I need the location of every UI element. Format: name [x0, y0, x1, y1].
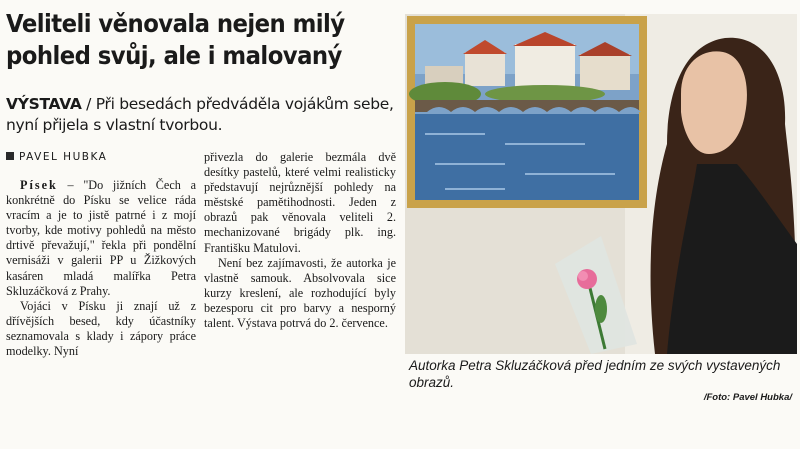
- photo-illustration: [405, 14, 797, 354]
- body-paragraph-2: Vojáci v Písku ji znají už z dřívějších besed, kdy účastníky seznamovala s klady i zápory práce modelky. Nyní: [6, 298, 196, 359]
- headline: [6, 8, 371, 72]
- lead-text: / Při besedách předváděla vojákům sebe, nyní přijela s vlastní tvorbou.: [6, 95, 394, 134]
- article-photo: [405, 14, 797, 354]
- body-paragraph-1: – "Do jižních Čech a konkrétně do Písku se velice ráda vracím a je to jistě patrné i z mojí tvorby, kde motivy pohledů na město drtivě převažují," řekla při pondělní vernisáži v galerii PP u Žižkových kasáren mladá malířka Petra Skluzáčková z Prahy.: [6, 178, 196, 298]
- body-paragraph-3: přivezla do galerie bezmála dvě desítky pastelů, které velmi realisticky představují nejrůznější pohledy na městské pamětihodnosti. Jeden z obrazů pak věnovala veliteli 2. mechanizované brigády plk. ing. Františku Matulovi.: [204, 150, 396, 255]
- photo-credit: /Foto: Pavel Hubka/: [703, 392, 792, 403]
- headline-line-1: Veliteli věnovala nejen milý: [6, 9, 345, 38]
- text-column-1: [6, 178, 196, 359]
- kicker: VÝSTAVA: [6, 95, 82, 113]
- text-column-2: [204, 150, 396, 331]
- photo-caption: Autorka Petra Skluzáčková před jedním ze svých vystavených obrazů.: [409, 358, 781, 390]
- headline-line-2: pohled svůj, ale i malovaný: [6, 41, 342, 70]
- body-paragraph-4: Není bez zajímavosti, že autorka je vlastně samouk. Absolvovala sice kurzy kreslení, ale rozhodující byly bezesporu cit pro barvy a nesporný talent. Výstava potrvá do 2. července.: [204, 255, 396, 331]
- dateline: Písek: [20, 178, 58, 192]
- byline: [6, 151, 107, 163]
- byline-square-icon: [6, 152, 14, 160]
- lead-paragraph: [6, 94, 398, 136]
- byline-author: PAVEL HUBKA: [19, 151, 108, 163]
